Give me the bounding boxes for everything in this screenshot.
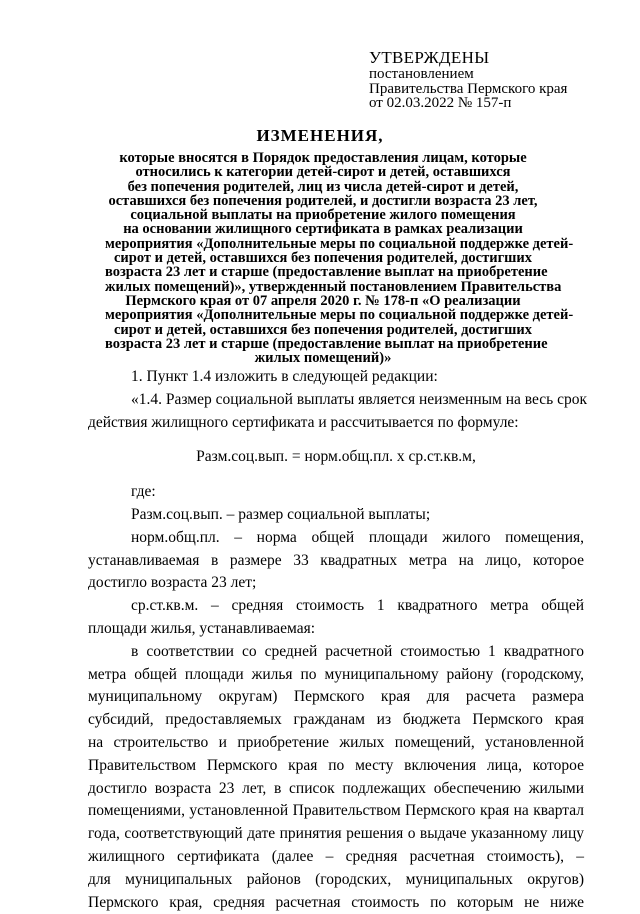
body-line: действия жилищного сертификата и рассчитывается по формуле: (88, 413, 519, 431)
approval-line: постановлением (369, 66, 474, 82)
body-line: на строительство и приобретение жилых помещений, установленной (88, 733, 584, 751)
subtitle-line: сирот и детей, оставшихся без попечения родителей, достигших (114, 250, 532, 267)
subtitle-line: жилых помещений)» (254, 350, 392, 367)
body-line: для муниципальных районов (городских, муниципальных округов) (88, 870, 584, 888)
body-line: где: (131, 483, 156, 501)
body-line: Пермского края, средняя расчетная стоимость по которым не ниже (88, 893, 584, 911)
approval-line: от 02.03.2022 № 157-п (369, 95, 512, 111)
body-line: достигло возраста 23 лет, в список подлежащих обеспечению жилыми (88, 779, 584, 797)
subtitle-line: социальной выплаты на приобретение жилого помещения (130, 207, 516, 224)
document-title: ИЗМЕНЕНИЯ, (256, 126, 384, 145)
body-line: устанавливаемая в размере 33 квадратных метра на лицо, которое (88, 551, 584, 569)
body-line: года, соответствующий дате принятия решения о выдаче указанному лицу (88, 825, 584, 843)
approval-title: УТВЕРЖДЕНЫ (369, 48, 490, 67)
subtitle-line: которые вносятся в Порядок предоставления лицам, которые (119, 150, 527, 166)
body-line: 1. Пункт 1.4 изложить в следующей редакции: (131, 368, 438, 385)
body-line: ср.ст.кв.м. – средняя стоимость 1 квадратного метра общей (131, 597, 584, 615)
body-line: «1.4. Размер социальной выплаты является неизменным на весь срок (131, 390, 588, 408)
body-line: метра общей площади жилья по муниципальному району (городскому, (88, 665, 584, 683)
subtitle-line: жилых помещений)», утвержденный постановлением Правительства (105, 278, 562, 295)
body-line: норм.общ.пл. – норма общей площади жилого помещения, (131, 528, 584, 546)
subtitle-line: Пермского края от 07 апреля 2020 г. № 178-п «О реализации (125, 292, 521, 309)
subtitle-line: сирот и детей, оставшихся без попечения родителей, достигших (114, 321, 532, 338)
subtitle-line: мероприятия «Дополнительные меры по социальной поддержке детей- (105, 235, 574, 252)
document-body (88, 366, 588, 914)
subtitle-line: без попечения родителей, лиц из числа детей-сирот и детей, (127, 178, 519, 195)
body-line: в соответствии со средней расчетной стоимостью 1 квадратного (131, 642, 584, 660)
body-line: площади жилья, устанавливаемая: (88, 619, 316, 637)
body-line: Разм.соц.вып. – размер социальной выплаты; (131, 505, 431, 523)
subtitle-line: относились к категории детей-сирот и детей, оставшихся (135, 164, 511, 181)
subtitle-line: оставшихся без попечения родителей, и достигли возраста 23 лет, (108, 192, 538, 209)
subtitle-line: возраста 23 лет и старше (предоставление выплат на приобретение (105, 264, 548, 281)
body-line: субсидий, предоставляемых гражданам из бюджета Пермского края (88, 711, 584, 729)
document-subtitle (105, 150, 574, 367)
approval-stamp (369, 48, 567, 111)
body-line: достигло возраста 23 лет; (88, 574, 257, 592)
body-line: Правительством Пермского края по месту включения лица, которое (88, 756, 584, 774)
formula: Разм.соц.вып. = норм.общ.пл. х ср.ст.кв.м, (196, 448, 476, 466)
body-line: жилищного сертификата (далее – средняя расчетная стоимость), – (88, 847, 584, 865)
subtitle-line: на основании жилищного сертификата в рамках реализации (123, 221, 523, 238)
subtitle-line: мероприятия «Дополнительные меры по социальной поддержке детей- (105, 307, 574, 324)
subtitle-line: возраста 23 лет и старше (предоставление выплат на приобретение (105, 335, 548, 352)
approval-line: Правительства Пермского края (369, 80, 568, 97)
body-line: муниципальному округам) Пермского края для расчета размера (88, 688, 584, 706)
body-line: помещениями, установленной Правительством Пермского края на квартал (88, 802, 584, 820)
